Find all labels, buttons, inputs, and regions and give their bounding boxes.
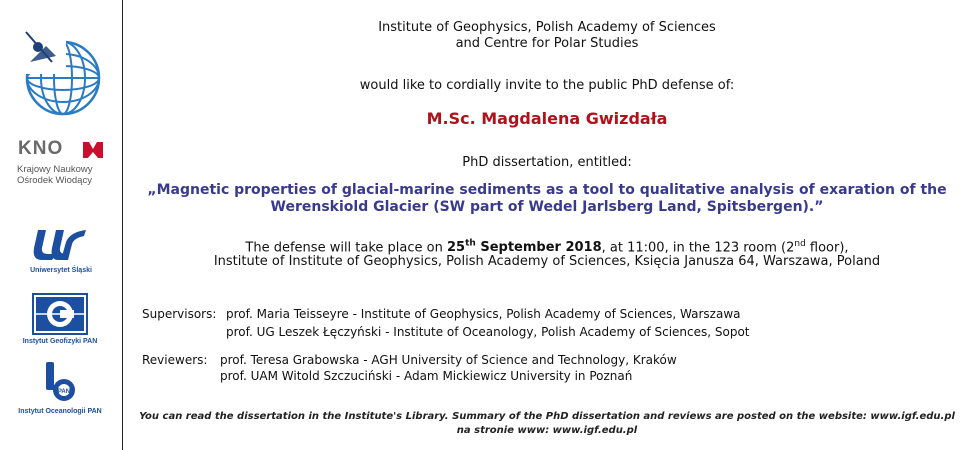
- sidebar-divider: [122, 0, 123, 450]
- candidate-name: M.Sc. Magdalena Gwizdała: [426, 109, 668, 128]
- invitation-body: [124, 0, 970, 450]
- io-caption: Instytut Oceanologii PAN: [18, 408, 102, 415]
- footer-line-1: You can read the dissertation in the Institute's Library. Summary of the PhD dissertation and reviews are posted on the website: www.igf.edu.pl: [139, 411, 955, 422]
- reviewer-2: prof. UAM Witold Szczuciński - Adam Mickiewicz University in Poznań: [220, 369, 633, 383]
- kno-logo-text: KNO: [18, 138, 64, 159]
- kno-subtitle-line-1: Krajowy Naukowy: [17, 164, 93, 175]
- defense-floor-end: floor),: [805, 240, 849, 256]
- kno-subtitle-line-2: Ośrodek Wiodący: [17, 175, 92, 186]
- igf-caption: Instytut Geofizyki PAN: [22, 338, 98, 345]
- io-logo-mark: PAN: [57, 389, 71, 395]
- defense-address: Institute of Institute of Geophysics, Polish Academy of Sciences, Księcia Janusza 64, Warszawa, Poland: [213, 254, 881, 269]
- defense-prefix: The defense will take place on: [245, 240, 447, 256]
- supervisors-label: Supervisors:: [142, 307, 217, 321]
- header-line-1: Institute of Geophysics, Polish Academy of Sciences: [378, 20, 716, 35]
- us-university-logo: [30, 226, 90, 262]
- reviewers-label: Reviewers:: [142, 353, 208, 367]
- reviewer-1: prof. Teresa Grabowska - AGH University of Science and Technology, Kraków: [220, 353, 677, 367]
- kno-subtitle: [17, 164, 117, 186]
- kno-flag-icon: [82, 140, 104, 160]
- defense-time-room: , at 11:00, in the 123 room (2: [601, 240, 795, 256]
- header-line-2: and Centre for Polar Studies: [455, 36, 639, 51]
- us-caption: Uniwersytet Śląski: [30, 267, 92, 274]
- defense-date-day: 25: [447, 240, 466, 256]
- dissertation-intro: PhD dissertation, entitled:: [462, 155, 632, 170]
- defense-floor-suffix: nd: [794, 239, 806, 249]
- polar-studies-globe-logo: [16, 26, 106, 122]
- defense-date-suffix: th: [465, 239, 476, 249]
- igf-pan-logo: [32, 293, 88, 335]
- logo-sidebar: [0, 0, 122, 450]
- supervisor-2: prof. UG Leszek Łęczyński - Institute of Oceanology, Polish Academy of Sciences, Sopot: [226, 325, 750, 339]
- dissertation-title-line-1: „Magnetic properties of glacial-marine sediments as a tool to qualitative analysis of exaration of the: [147, 182, 947, 198]
- io-pan-logo: [44, 360, 78, 406]
- defense-date-rest: September 2018: [475, 240, 602, 256]
- invite-text: would like to cordially invite to the public PhD defense of:: [359, 78, 735, 93]
- footer-line-2: na stronie www: www.igf.edu.pl: [456, 425, 638, 436]
- supervisor-1: prof. Maria Teisseyre - Institute of Geophysics, Polish Academy of Sciences, Warszawa: [226, 307, 741, 321]
- dissertation-title-line-2: Werenskiold Glacier (SW part of Wedel Jarlsberg Land, Spitsbergen).”: [270, 199, 824, 215]
